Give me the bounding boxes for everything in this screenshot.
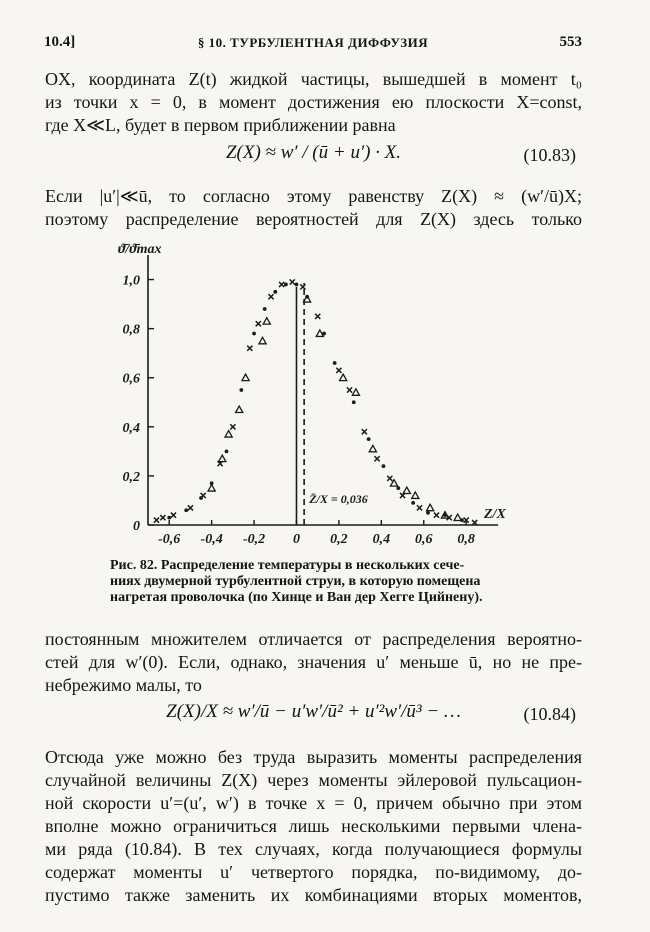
y-tick-label: 0,8: [122, 322, 140, 338]
data-point-dot: [367, 437, 371, 441]
caption-line: ниях двумерной турбулентной струи, в которую помещена: [110, 574, 481, 589]
data-point-triangle: [454, 514, 461, 520]
mean-annotation: Z̄/X = 0,036: [309, 491, 368, 506]
text-line: стей для w′(0). Если, однако, значения u′ меньше ū, но не пре-: [45, 652, 582, 672]
figure-caption: [110, 558, 520, 606]
data-point-cross: [374, 456, 379, 461]
data-point-cross: [362, 429, 367, 434]
data-point-triangle: [225, 431, 232, 437]
data-point-triangle: [403, 487, 410, 493]
data-point-cross: [417, 505, 422, 510]
data-point-dot: [263, 307, 267, 311]
text-line: небрежимо малы, то: [45, 675, 202, 695]
data-point-cross: [315, 314, 320, 319]
equation-formula: Z(X) ≈ w′ / (ū + u′) · X.: [225, 142, 402, 163]
data-point-triangle: [242, 374, 249, 380]
data-point-dot: [239, 388, 243, 392]
data-point-cross: [347, 387, 352, 392]
text-line: пустимо также заменить их комбинациями вторых моментов,: [45, 885, 582, 905]
data-point-dot: [225, 449, 229, 453]
y-tick-label: 0,2: [122, 469, 140, 485]
x-tick-label: 0,6: [415, 532, 433, 547]
equation-10-83: [45, 134, 582, 178]
text-line: Если |u′|≪ū, то согласно этому равенству Z(X) ≈ (w′/ū)X;: [45, 186, 582, 206]
data-point-dot: [184, 508, 188, 512]
x-tick-label: -0,4: [200, 532, 223, 547]
data-point-dot: [382, 464, 386, 468]
data-point-triangle: [208, 485, 215, 491]
data-point-dot: [295, 283, 299, 287]
data-point-cross: [290, 279, 295, 284]
data-point-cross: [160, 515, 165, 520]
data-point-dot: [252, 332, 256, 336]
text-line: ной скорости u′=(u′, w′) в точке x = 0, причем обычно при этом: [45, 793, 582, 813]
x-tick-label: -0,6: [158, 532, 181, 547]
x-tick-label: 0,2: [330, 532, 348, 547]
text-line: OX, координата Z(t) жидкой частицы, вышедшей в момент t₀: [45, 69, 582, 89]
text-line: из точки x = 0, в момент достижения ею плоскости X=const,: [45, 92, 582, 112]
equation-number: (10.83): [523, 145, 576, 165]
data-point-triangle: [369, 445, 376, 451]
data-point-dot: [426, 511, 430, 515]
page-number: 553: [559, 34, 582, 50]
data-point-triangle: [427, 504, 434, 510]
text-line: поэтому распределение вероятностей для Z(X) здесь только: [45, 209, 582, 229]
text-line: постоянным множителем отличается от распределения вероятно-: [45, 629, 582, 649]
data-point-cross: [336, 368, 341, 373]
data-point-triangle: [259, 337, 266, 343]
y-tick-label: 0,4: [122, 420, 140, 436]
x-tick-label: 0,8: [457, 532, 475, 547]
y-axis-label: ϑ̄/ϑ̄max: [118, 242, 162, 257]
middle-paragraph: [45, 185, 582, 231]
equation-10-84: [45, 693, 582, 737]
data-point-triangle: [352, 389, 359, 395]
y-tick-label: 0: [133, 519, 140, 534]
data-point-cross: [300, 284, 305, 289]
data-point-cross: [171, 513, 176, 518]
running-header: [44, 34, 582, 56]
text-line: содержат моменты u′ четвертого порядка, по-видимому, до-: [45, 862, 582, 882]
data-point-cross: [247, 346, 252, 351]
data-point-triangle: [340, 374, 347, 380]
y-tick-label: 0,6: [122, 371, 140, 387]
data-point-cross: [188, 505, 193, 510]
data-point-triangle: [263, 318, 270, 324]
text-line: вполне можно ограничиться лишь несколькими первыми члена-: [45, 816, 582, 836]
data-point-triangle: [316, 330, 323, 336]
data-point-cross: [256, 321, 261, 326]
data-point-cross: [154, 517, 159, 522]
data-point-triangle: [303, 296, 310, 302]
temperature-distribution-chart: [0, 238, 650, 548]
continuation-paragraph: [45, 628, 582, 697]
caption-line: Рис. 82. Распределение температуры в нескольких сече-: [110, 558, 465, 573]
x-tick-label: 0,4: [372, 532, 391, 547]
intro-paragraph: [45, 68, 582, 137]
caption-line: нагретая проволочка (по Хинце и Ван дер Хегге Цийнену).: [110, 590, 483, 605]
data-point-dot: [411, 501, 415, 505]
data-point-dot: [352, 400, 356, 404]
data-point-dot: [199, 496, 203, 500]
x-tick-label: -0,2: [242, 532, 266, 547]
data-point-dot: [284, 283, 288, 287]
data-point-dot: [396, 486, 400, 490]
data-point-dot: [167, 516, 171, 520]
data-point-triangle: [236, 406, 243, 412]
text-line: Отсюда уже можно без труда выразить моменты распределения: [45, 747, 582, 767]
data-point-dot: [273, 290, 277, 294]
data-point-cross: [434, 513, 439, 518]
header-title: § 10. ТУРБУЛЕНТНАЯ ДИФФУЗИЯ: [197, 35, 429, 50]
text-line: случайной величины Z(X) через моменты эйлеровой пульсацион-: [45, 770, 582, 790]
final-paragraph: [45, 746, 582, 907]
x-axis-label: Z/X: [484, 507, 506, 522]
header-section: 10.4]: [44, 34, 76, 50]
equation-number: (10.84): [523, 704, 576, 724]
text-line: где X≪L, будет в первом приближении равна: [45, 115, 396, 135]
x-tick-label: 0: [292, 532, 300, 547]
y-tick-label: 1,0: [122, 273, 140, 289]
data-point-cross: [387, 476, 392, 481]
data-point-cross: [279, 282, 284, 287]
data-point-triangle: [412, 492, 419, 498]
equation-formula: Z(X)/X ≈ w′/ū − u′w′/ū² + u′²w′/ū³ − …: [166, 701, 461, 722]
data-point-cross: [230, 424, 235, 429]
data-point-dot: [333, 361, 337, 365]
text-line: ми ряда (10.84). В тех случаях, когда получающиеся формулы: [45, 839, 582, 859]
data-point-cross: [268, 294, 273, 299]
